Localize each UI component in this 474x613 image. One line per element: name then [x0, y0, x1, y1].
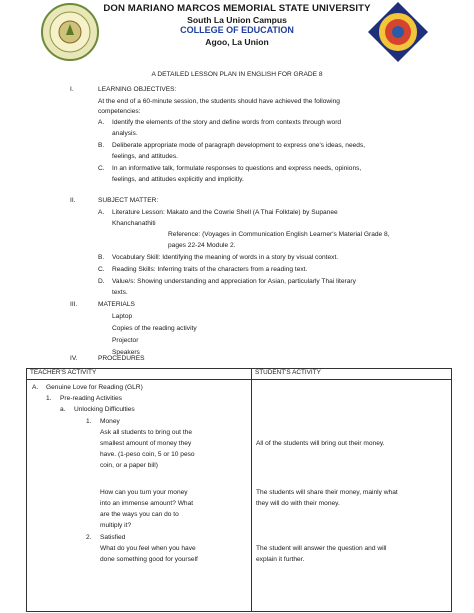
- list-label: a.: [60, 406, 66, 413]
- section-number: IV.: [70, 355, 78, 362]
- material-item: Copies of the reading activity: [112, 325, 197, 332]
- vocabulary-word: Money: [100, 418, 120, 425]
- reference-line: Reference: (Voyages in Communication English Learner's Material Grade 8,: [168, 231, 390, 238]
- list-item: Value/s: Showing understanding and appreciation for Asian, particularly Thai literary: [112, 278, 356, 285]
- reference-line: pages 22-24 Module 2.: [168, 242, 236, 249]
- teacher-line: are the ways you can do to: [100, 511, 179, 518]
- vocabulary-word: Satisfied: [100, 534, 126, 541]
- teacher-activity-cell: [27, 380, 252, 612]
- teacher-line: into an immense amount? What: [100, 500, 194, 507]
- section-number: I.: [70, 86, 74, 93]
- list-label: A.: [98, 209, 105, 216]
- list-item: feelings, and attitudes explicitly and implicitly.: [112, 176, 244, 183]
- college-name: COLLEGE OF EDUCATION: [180, 25, 294, 35]
- activity-heading: Genuine Love for Reading (GLR): [46, 384, 143, 391]
- student-line: explain it further.: [256, 556, 305, 563]
- teacher-line: smallest amount of money they: [100, 440, 192, 447]
- list-label: 1.: [86, 418, 92, 425]
- student-activity-cell: [252, 380, 452, 612]
- material-item: Projector: [112, 337, 139, 344]
- list-label: A.: [98, 119, 105, 126]
- material-item: Laptop: [112, 313, 133, 320]
- teacher-line: have. (1-peso coin, 5 or 10 peso: [100, 451, 195, 458]
- procedures-table: [26, 368, 452, 612]
- list-item: Literature Lesson: Makato and the Cowrie Shell (A Thai Folktale) by Supanee: [112, 209, 338, 216]
- list-label: C.: [98, 266, 105, 273]
- section-title: SUBJECT MATTER:: [98, 197, 159, 204]
- teacher-line: coin, or a paper bill): [100, 462, 158, 469]
- paragraph-line: At the end of a 60-minute session, the students should have achieved the following: [98, 98, 340, 105]
- student-line: The student will answer the question and will: [256, 545, 387, 552]
- teacher-line: done something good for yourself: [100, 556, 198, 563]
- teacher-column-header: TEACHER'S ACTIVITY: [27, 369, 252, 380]
- table-header-row: [27, 369, 452, 380]
- list-item: feelings, and attitudes.: [112, 153, 178, 160]
- teacher-line: How can you turn your money: [100, 489, 188, 496]
- list-label: C.: [98, 165, 105, 172]
- student-line: The students will share their money, mainly what: [256, 489, 398, 496]
- section-number: II.: [70, 197, 76, 204]
- list-label: D.: [98, 278, 105, 285]
- list-item: Identify the elements of the story and define words from contexts through word: [112, 119, 342, 126]
- document-title: A DETAILED LESSON PLAN IN ENGLISH FOR GRADE 8: [151, 71, 323, 78]
- teacher-line: multiply it?: [100, 522, 132, 529]
- student-line: they will do with their money.: [256, 500, 340, 507]
- student-column-header: STUDENT'S ACTIVITY: [252, 369, 452, 380]
- list-item: In an informative talk, formulate responses to questions and express needs, opinions,: [112, 165, 362, 172]
- list-item: Deliberate appropriate mode of paragraph development to express one's ideas, needs,: [112, 142, 366, 149]
- list-item: texts.: [112, 289, 128, 296]
- section-title: PROCEDURES: [98, 355, 145, 362]
- university-name: DON MARIANO MARCOS MEMORIAL STATE UNIVERSITY: [103, 3, 371, 14]
- student-line: All of the students will bring out their money.: [256, 440, 385, 447]
- location: Agoo, La Union: [205, 37, 269, 47]
- section-number: III.: [70, 301, 78, 308]
- teacher-line: Ask all students to bring out the: [100, 429, 193, 436]
- list-item: Reading Skills: Inferring traits of the characters from a reading text.: [112, 266, 308, 273]
- paragraph-line: competencies:: [98, 108, 141, 115]
- list-item: Khanchanathiti: [112, 220, 156, 227]
- list-item: analysis.: [112, 130, 138, 137]
- material-item: Speakers: [112, 349, 140, 356]
- list-item: Vocabulary Skill: Identifying the meaning of words in a story by visual context.: [112, 254, 339, 261]
- section-title: LEARNING OBJECTIVES:: [98, 86, 177, 93]
- section-title: MATERIALS: [98, 301, 135, 308]
- activity-heading: Unlocking Difficulties: [74, 406, 135, 413]
- activity-heading: Pre-reading Activities: [60, 395, 122, 402]
- list-label: 2.: [86, 534, 92, 541]
- table-row: [27, 380, 452, 612]
- campus-name: South La Union Campus: [187, 15, 287, 25]
- list-label: A.: [32, 384, 39, 391]
- teacher-line: What do you feel when you have: [100, 545, 196, 552]
- list-label: 1.: [46, 395, 52, 402]
- list-label: B.: [98, 142, 105, 149]
- list-label: B.: [98, 254, 105, 261]
